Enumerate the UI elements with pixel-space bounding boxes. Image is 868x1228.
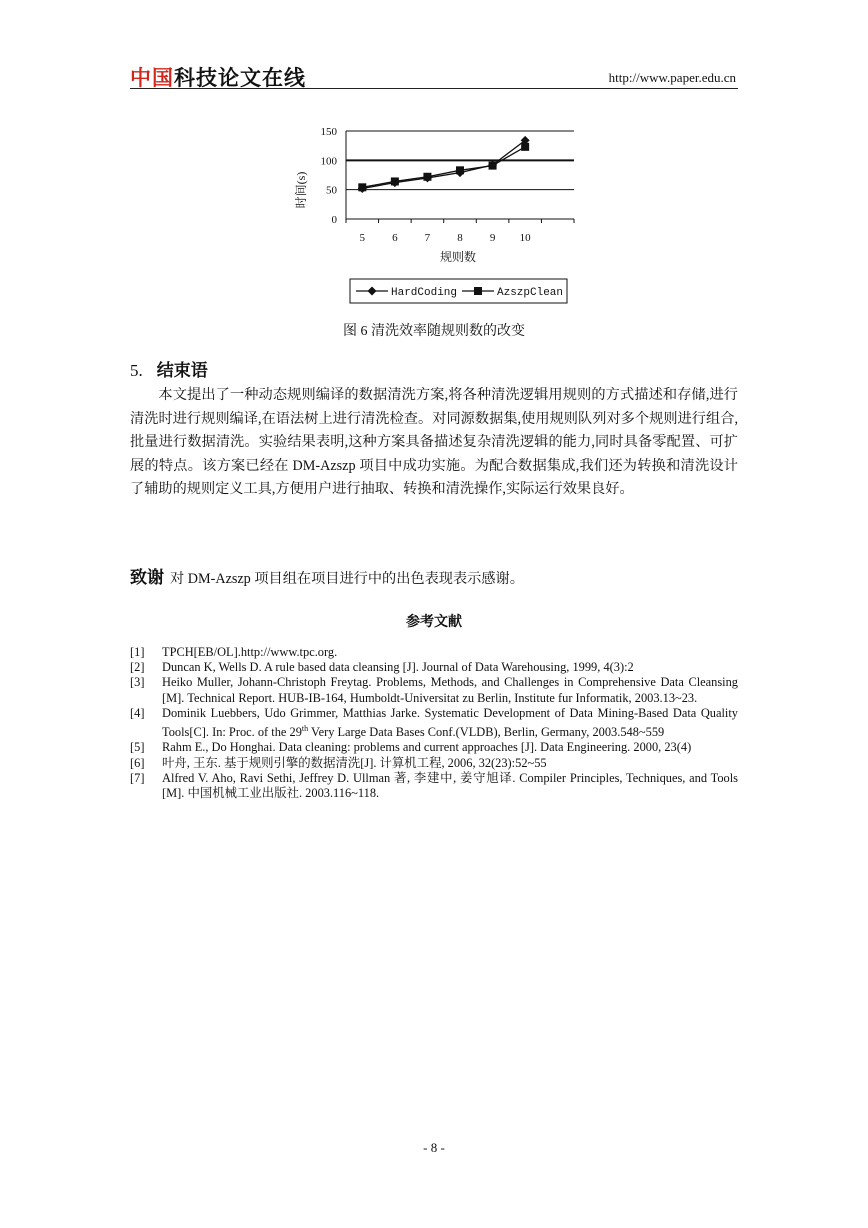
data-point-azszpclean [423, 173, 431, 181]
y-tick-label: 150 [320, 126, 337, 138]
acknowledgement [130, 563, 524, 588]
reference-number: [5] [130, 740, 145, 755]
reference-number: [6] [130, 755, 145, 770]
logo-part-black: 科技论文在线 [174, 66, 306, 90]
reference-number: [2] [130, 660, 145, 675]
reference-text [162, 706, 738, 741]
header-url[interactable]: http://www.paper.edu.cn [608, 70, 736, 85]
y-tick-label: 50 [326, 184, 337, 197]
reference-text: 叶舟, 王东. 基于规则引擎的数据清洗[J]. 计算机工程, 2006, 32(23):52~55 [162, 755, 547, 770]
x-tick-label: 7 [424, 232, 431, 244]
chart-legend [350, 279, 567, 303]
superscript: th [301, 724, 309, 734]
data-point-azszpclean [456, 166, 464, 174]
reference-text-part: Very Large Data Bases Conf.(VLDB), Berlin, Germany, 2003.548~559 [308, 725, 665, 740]
acknowledgement-label: 致谢 [130, 568, 164, 588]
reference-text: TPCH[EB/OL].http://www.tpc.org. [162, 645, 338, 659]
section-number: 5. [130, 361, 143, 380]
chart-series [358, 136, 530, 193]
section-title: 结束语 [156, 361, 208, 381]
y-tick-label: 0 [331, 214, 337, 226]
reference-item [130, 675, 738, 705]
references-list [130, 645, 738, 801]
page-number: - 8 - [423, 1140, 445, 1155]
legend-marker [368, 287, 377, 296]
x-tick-label: 9 [489, 232, 496, 244]
references-title: 参考文献 [406, 614, 462, 630]
reference-text: Duncan K, Wells D. A rule based data cleansing [J]. Journal of Data Warehousing, 1999, 4(3):2 [162, 660, 634, 675]
reference-text-part: Dominik Luebbers, Udo Grimmer, Matthias Jarke. Systematic Development of Data Mining-Based Data Quality Tools[C]. In: Proc. of the 29 [162, 705, 738, 740]
reference-item [130, 740, 738, 755]
x-tick-label: 6 [392, 232, 398, 244]
site-logo [130, 62, 306, 92]
reference-item [130, 756, 738, 771]
figure-caption: 图 6 清洗效率随规则数的改变 [343, 324, 525, 339]
reference-item [130, 645, 738, 660]
conclusion-paragraph: 本文提出了一种动态规则编译的数据清洗方案,将各种清洗逻辑用规则的方式描述和存储,进行清洗时进行规则编译,在语法树上进行清洗检查。对同源数据集,使用规则队列对多个规则进行组合,批量进行数据清洗。实验结果表明,这种方案具备描述复杂清洗逻辑的能力,同时具备零配置、可扩展的特点。该方案已经在 DM-Azszp 项目中成功实施。为配合数据集成,我们还为转换和清洗设计了辅助的规则定义工具,方便用户进行抽取、转换和清洗操作,实际运行效果良好。 [130, 387, 738, 497]
reference-number: [4] [130, 705, 145, 720]
data-point-azszpclean [489, 162, 497, 170]
x-tick-label: 5 [359, 232, 366, 244]
data-point-azszpclean [521, 143, 529, 151]
page-header [130, 60, 738, 89]
section-heading [130, 356, 208, 381]
y-tick-label: 100 [320, 155, 337, 168]
x-tick-label: 10 [519, 232, 531, 244]
reference-item [130, 660, 738, 675]
y-axis-label: 时间(s) [294, 171, 308, 209]
reference-number: [7] [130, 770, 145, 785]
x-axis-label: 规则数 [439, 250, 477, 264]
reference-text: Rahm E., Do Honghai. Data cleaning: problems and current approaches [J]. Data Engineering. 2000, 23(4) [162, 740, 692, 755]
reference-text: Alfred V. Aho, Ravi Sethi, Jeffrey D. Ullman 著, 李建中, 姜守旭译. Compiler Principles, Techniques, and Tools [M]. 中国机械工业出版社. 2003.116~118. [162, 770, 738, 800]
reference-number: [3] [130, 675, 145, 690]
legend-label: AzszpClean [497, 287, 564, 299]
reference-number: [1] [130, 645, 145, 659]
data-point-azszpclean [391, 177, 399, 185]
line-chart [290, 120, 580, 310]
series-line-hardcoding [362, 140, 525, 188]
reference-item [130, 771, 738, 801]
reference-text: Heiko Muller, Johann-Christoph Freytag. Problems, Methods, and Challenges in Comprehensive Data Cleansing [M]. Technical Report. HUB-IB-164, Humboldt-Universitat zu Berlin, Institute fur Informatik, 2003.13~23. [162, 675, 738, 705]
chart-gridlines [346, 131, 574, 190]
acknowledgement-text: 对 DM-Azszp 项目组在项目进行中的出色表现表示感谢。 [170, 571, 524, 587]
data-point-azszpclean [358, 183, 366, 191]
x-tick-label: 8 [457, 232, 463, 244]
logo-part-red: 中国 [130, 66, 174, 90]
legend-label: HardCoding [391, 287, 458, 299]
reference-item [130, 706, 738, 741]
series-line-azszpclean [362, 147, 525, 187]
legend-marker [474, 287, 482, 295]
